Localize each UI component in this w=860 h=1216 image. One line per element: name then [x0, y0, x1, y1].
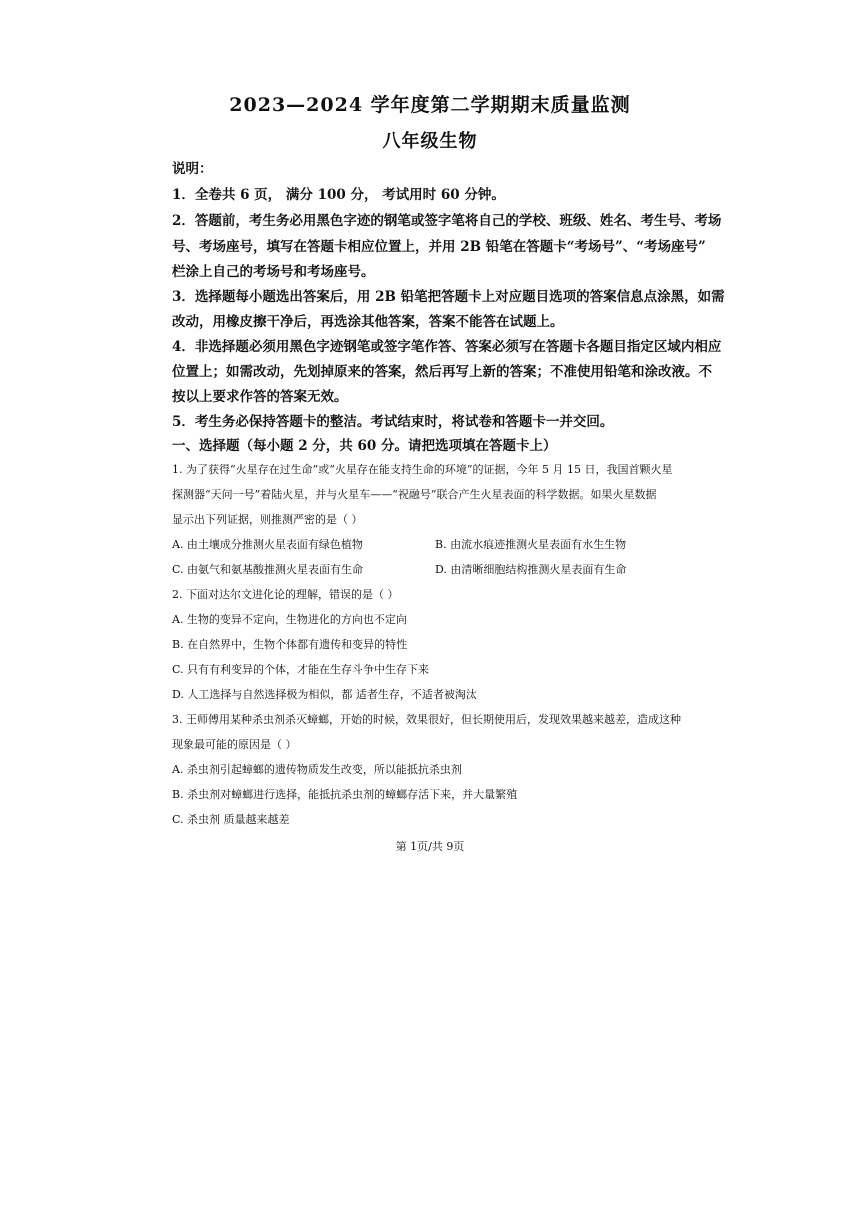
question-1-line-2: 探测器“天问一号”着陆火星，并与火星车——“祝融号”联合产生火星表面的科学数据。如果火星数据 [172, 488, 657, 501]
question-3-option-b: B. 杀虫剂对蟑螂进行选择，能抵抗杀虫剂的蟑螂存活下来，并大量繁殖 [172, 788, 518, 801]
question-3-line-2: 现象最可能的原因是（ ） [172, 738, 297, 751]
question-1-line-1: 1. 为了获得“火星存在过生命”或“火星存在能支持生命的环境”的证据，今年 5 月 15 日，我国首颗火星 [172, 463, 673, 476]
instruction-1: 1．全卷共 6 页， 满分 100 分， 考试用时 60 分钟。 [172, 187, 505, 203]
exam-title: 2023—2024 学年度第二学期期末质量监测 [229, 94, 631, 116]
instruction-5: 5．考生务必保持答题卡的整洁。考试结束时，将试卷和答题卡一并交回。 [172, 414, 614, 430]
instruction-4-line-1: 4．非选择题必须用黑色字迹钢笔或签字笔作答、答案必须写在答题卡各题目指定区域内相应 [172, 339, 722, 355]
instruction-4-line-2: 位置上；如需改动，先划掉原来的答案，然后再写上新的答案；不准使用铅笔和涂改液。不 [172, 364, 712, 380]
question-1-option-d: D. 由清晰细胞结构推测火星表面有生命 [435, 563, 627, 576]
question-2-option-a: A. 生物的变异不定向，生物进化的方向也不定向 [172, 613, 407, 626]
question-3-option-c: C. 杀虫剂 质量越来越差 [172, 813, 290, 826]
instruction-3-line-1: 3．选择题每小题选出答案后，用 2B 铅笔把答题卡上对应题目选项的答案信息点涂黑，如需 [172, 289, 725, 305]
question-1-line-3: 显示出下列证据，则推测严密的是（ ） [172, 513, 363, 526]
question-2-option-c: C. 只有有利变异的个体，才能在生存斗争中生存下来 [172, 663, 430, 676]
question-3-option-a: A. 杀虫剂引起蟑螂的遗传物质发生改变，所以能抵抗杀虫剂 [172, 763, 462, 776]
question-3-line-1: 3. 王师傅用某种杀虫剂杀灭蟑螂，开始的时候，效果很好，但长期使用后，发现效果越来越差，造成这种 [172, 713, 681, 726]
instruction-4-line-3: 按以上要求作答的答案无效。 [172, 389, 348, 405]
instruction-2-line-3: 栏涂上自己的考场号和考场座号。 [172, 264, 375, 280]
question-2-option-b: B. 在自然界中，生物个体都有遗传和变异的特性 [172, 638, 408, 651]
instructions-label: 说明： [172, 161, 213, 177]
section-heading: 一、选择题（每小题 2 分，共 60 分。请把选项填在答题卡上） [172, 438, 557, 454]
instruction-2-line-2: 号、考场座号，填写在答题卡相应位置上，并用 2B 铅笔在答题卡“考场号”、“考场座号” [172, 239, 706, 255]
instruction-2-line-1: 2．答题前，考生务必用黑色字迹的钢笔或签字笔将自己的学校、班级、姓名、考生号、考场 [172, 213, 722, 229]
exam-subtitle: 八年级生物 [382, 131, 478, 152]
question-1-option-a: A. 由土壤成分推测火星表面有绿色植物 [172, 538, 363, 551]
question-2-stem: 2. 下面对达尔文进化论的理解，错误的是（ ） [172, 588, 399, 601]
question-2-option-d: D. 人工选择与自然选择极为相似，都 适者生存，不适者被淘汰 [172, 688, 477, 701]
question-1-option-b: B. 由流水痕迹推测火星表面有水生生物 [435, 538, 627, 551]
instruction-3-line-2: 改动，用橡皮擦干净后，再选涂其他答案，答案不能答在试题上。 [172, 314, 564, 330]
page-number: 第 1页/共 9页 [395, 840, 465, 853]
question-1-option-c: C. 由氨气和氨基酸推测火星表面有生命 [172, 563, 364, 576]
